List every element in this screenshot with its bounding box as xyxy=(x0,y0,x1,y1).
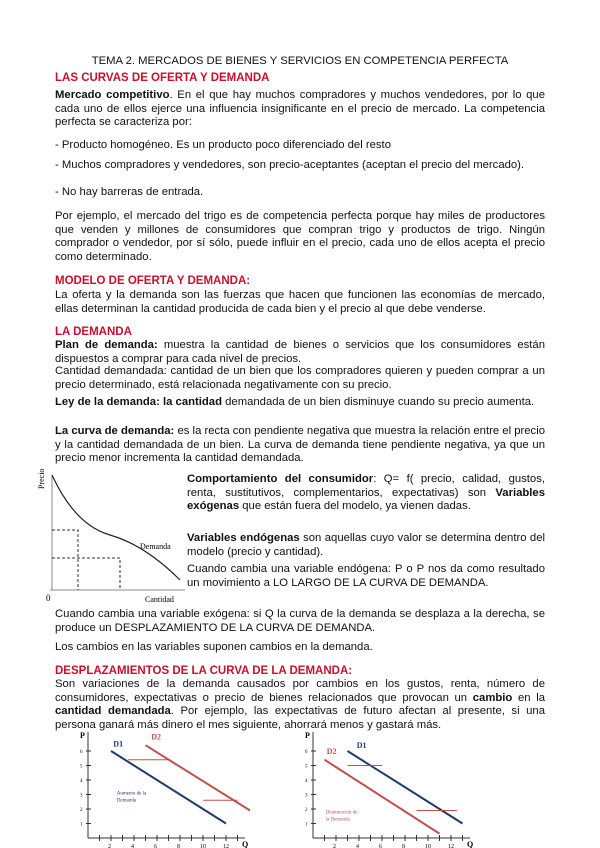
x-tick-label: 6 xyxy=(379,844,382,848)
para-desplazamientos xyxy=(55,678,545,732)
x-tick-label: 12 xyxy=(448,844,454,848)
list-item: - Muchos compradores y vendedores, son precio-aceptantes (aceptan el precio del mercado). xyxy=(55,159,525,171)
text: . Por ejemplo, las expectativas de futuro afectan al presente, si una persona ganará más dinero el mes siguiente, ahorrará menos y gastará más. xyxy=(55,705,545,731)
para-ley xyxy=(55,396,545,410)
term: Variables exógenas xyxy=(187,486,545,512)
note: la Demanda xyxy=(325,817,350,823)
x-axis-label: Cantidad xyxy=(145,595,174,604)
text: muestra la cantidad de bienes o servicios que los consumidores están dispuestos a comprar para cada nivel de precios. xyxy=(55,339,545,365)
para-movimiento: Cuando cambia una variable endógena: P o P nos da como resultado un movimiento a LO LARGO DE LA CURVA DE DEMANDA. xyxy=(187,563,545,589)
heading-demanda: LA DEMANDA xyxy=(55,326,132,338)
para-comportamiento xyxy=(187,473,545,514)
term: Plan de demanda: xyxy=(55,339,158,351)
d1-label: D1 xyxy=(356,741,367,751)
x-tick-label: 4 xyxy=(131,844,134,848)
x-axis-label: Q xyxy=(467,840,474,848)
text: demandada de un bien disminuye cuando su precio aumenta. xyxy=(222,396,535,408)
d2-label: D2 xyxy=(326,746,337,756)
demand-decrease-graph xyxy=(305,730,485,848)
x-tick-label: 2 xyxy=(333,844,336,848)
note: Aumento de la xyxy=(116,791,147,797)
list-item: - No hay barreras de entrada. xyxy=(55,186,204,198)
x-tick-label: 10 xyxy=(200,844,206,848)
y-tick-label: 5 xyxy=(80,764,83,770)
d2-label: D2 xyxy=(151,732,162,742)
curve-d1 xyxy=(111,751,226,824)
y-tick-label: 1 xyxy=(305,822,308,828)
y-tick-label: 2 xyxy=(305,808,308,813)
para-cantidad: Cantidad demandada: cantidad de un bien que los compradores quieren y pueden comprar a un precio determinado, está relacionada negativamente con su precio. xyxy=(55,365,545,391)
curve-d2 xyxy=(325,760,440,834)
x-tick-label: 4 xyxy=(356,844,359,848)
heading-desplazamientos: DESPLAZAMIENTOS DE LA CURVA DE LA DEMANDA: xyxy=(55,665,353,677)
term: Mercado competitivo xyxy=(55,89,170,101)
y-tick-label: 6 xyxy=(305,750,308,755)
para-modelo: La oferta y la demanda son las fuerzas que hacen que funcionen las economías de mercado, ellas determinan la cantidad producida de cada bien y el precio al que debe venderse. xyxy=(55,289,545,315)
y-axis-label: Precio xyxy=(37,468,46,489)
term: cantidad demandada xyxy=(55,705,171,717)
x-tick-label: 6 xyxy=(154,844,157,848)
para-trigo: Por ejemplo, el mercado del trigo es de competencia perfecta porque hay miles de productores que venden y millones de consumidores que compran trigo y productos de trigo. Ningún comprador o vendedor, por sí sólo, puede influir en el precio, cada uno de ellos acepta el precio como determinado. xyxy=(55,210,545,263)
note: Demanda xyxy=(116,798,136,804)
y-tick-label: 4 xyxy=(305,779,308,784)
heading-curvas: LAS CURVAS DE OFERTA Y DEMANDA xyxy=(55,72,270,84)
para-exogena: Cuando cambia una variable exógena: si Q la curva de la demanda se desplaza a la derecha, se produce un DESPLAZAMIENTO DE LA CURVA DE DEMANDA. xyxy=(55,608,545,634)
x-axis-label: Q xyxy=(242,840,249,848)
demand-increase-graph xyxy=(80,730,250,848)
curve-label: Demanda xyxy=(140,542,171,551)
text: : Q= f( precio, calidad, gustos, renta, sustitutivos, complementarios, expectativas) son xyxy=(187,473,546,499)
para-mercado xyxy=(55,89,545,130)
note: Disminución de xyxy=(325,810,358,816)
para-curva xyxy=(55,425,545,466)
y-tick-label: 5 xyxy=(305,764,308,770)
y-tick-label: 4 xyxy=(80,779,83,784)
document-title: TEMA 2. MERCADOS DE BIENES Y SERVICIOS EN COMPETENCIA PERFECTA xyxy=(91,55,509,67)
term: Variables endógenas xyxy=(187,532,300,544)
term: Ley de la demanda: la cantidad xyxy=(55,396,222,408)
y-tick-label: 2 xyxy=(80,808,83,813)
text: en la xyxy=(512,691,545,704)
dashed-guides xyxy=(52,530,120,590)
list-item: - Producto homogéneo. Es un producto poco diferenciado del resto xyxy=(55,139,391,151)
text: . En el que hay muchos compradores y muchos vendedores, por lo que cada uno de ellos ejerce una influencia insignificante en el precio de mercado. La competencia perfecta se caracteriza por: xyxy=(55,89,545,128)
x-tick-label: 8 xyxy=(177,844,180,848)
text: Son variaciones de la demanda causados por cambios en los gustos, renta, número de consumidores, expectativas o precio de bienes relacionados que provocan un xyxy=(55,678,545,704)
text: es la recta con pendiente negativa que muestra la relación entre el precio y la cantidad demandada de un bien. La curva de demanda tiene pendiente negativa, ya que un precio menor incrementa la cantidad demandada. xyxy=(55,425,545,464)
term: La curva de demanda: xyxy=(55,425,175,437)
x-tick-label: 12 xyxy=(223,844,229,848)
heading-modelo: MODELO DE OFERTA Y DEMANDA: xyxy=(55,275,251,287)
demand-curve xyxy=(52,475,180,580)
x-tick-label: 8 xyxy=(402,844,405,848)
y-axis-label: P xyxy=(80,731,85,740)
d1-label: D1 xyxy=(113,739,124,749)
y-axis-label: P xyxy=(305,731,310,740)
para-endogenas xyxy=(187,532,545,559)
text: que están fuera del modelo, ya vienen dadas. xyxy=(239,500,471,512)
para-plan xyxy=(55,339,545,366)
term: cambio xyxy=(472,691,513,704)
y-tick-label: 6 xyxy=(80,750,83,755)
demand-curve-graph xyxy=(30,465,190,605)
x-tick-label: 10 xyxy=(425,844,431,848)
para-cambios: Los cambios en las variables suponen cambios en la demanda. xyxy=(55,641,373,653)
y-tick-label: 3 xyxy=(305,793,308,799)
term: Comportamiento del consumidor xyxy=(187,473,374,485)
text: son aquellas cuyo valor se determina dentro del modelo (precio y cantidad). xyxy=(187,532,546,558)
y-tick-label: 3 xyxy=(80,793,83,799)
x-tick-label: 2 xyxy=(108,844,111,848)
y-tick-label: 1 xyxy=(80,822,83,828)
origin-label: 0 xyxy=(46,593,51,603)
